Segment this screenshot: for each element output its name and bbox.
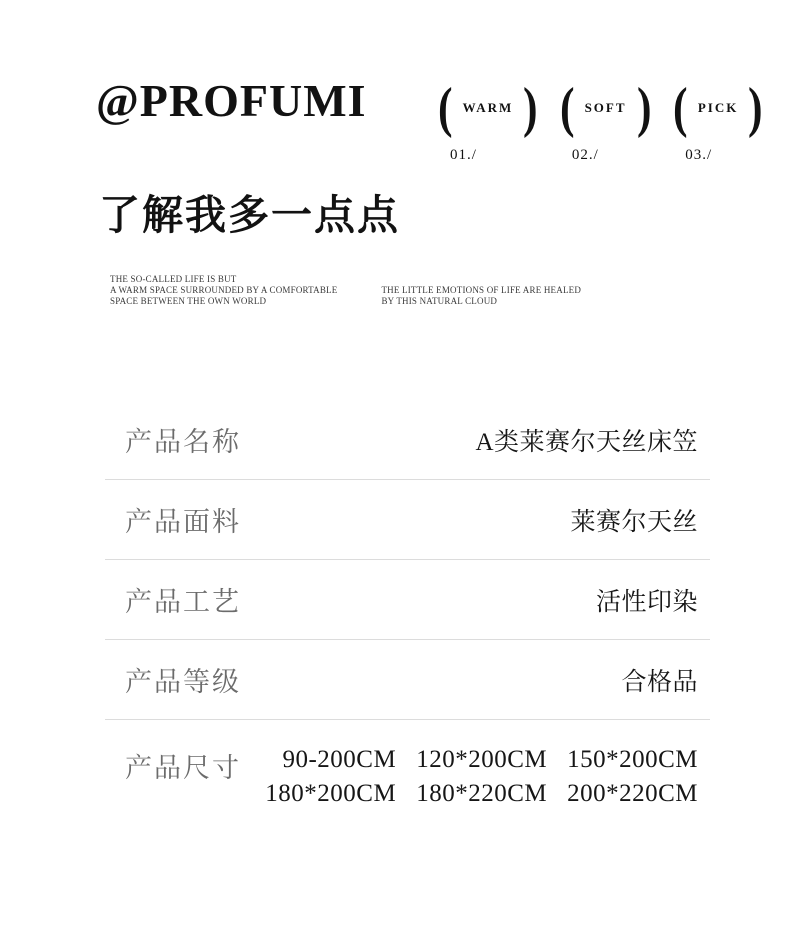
spec-value: A类莱赛尔天丝床笠 [475,428,698,456]
size-option: 90-200CM [282,746,397,773]
note-line: SPACE BETWEEN THE OWN WORLD [110,296,267,306]
page-title: 了解我多一点点 [99,192,400,238]
spec-row-craft [105,560,710,640]
note-line: THE LITTLE EMOTIONS OF LIFE ARE HEALED [381,285,582,295]
paren-close-icon: ) [748,77,763,139]
paren-open-icon: ( [559,77,575,139]
spec-label: 产品工艺 [125,587,241,617]
size-option: 120*200CM [416,746,548,773]
intro-note-left [110,274,337,307]
spec-value: 合格品 [621,668,698,696]
size-options [265,746,698,808]
spec-row-product-name [105,400,710,480]
spec-table [105,400,710,808]
paren-open-icon: ( [438,77,453,139]
brand-logo: @PROFUMI [96,75,367,126]
badge-soft [558,77,653,164]
size-option: 200*220CM [567,780,698,807]
spec-label: 产品等级 [125,667,241,697]
header-badges [436,77,765,164]
badge-warm-top [436,77,540,139]
badge-pick [671,77,765,164]
badge-word: PICK [697,100,739,115]
note-line: A WARM SPACE SURROUNDED BY A COMFORTABLE [110,285,338,295]
spec-row-size [105,720,710,808]
spec-row-fabric [105,480,710,560]
paren-close-icon: ) [523,77,538,139]
badge-number: 01./ [450,147,477,163]
paren-open-icon: ( [673,77,688,139]
spec-value: 活性印染 [595,588,698,616]
note-line: THE SO-CALLED LIFE IS BUT [110,274,237,284]
badge-number: 03./ [685,147,713,163]
spec-row-grade [105,640,710,720]
badge-word: WARM [462,100,514,115]
spec-value: 莱赛尔天丝 [570,508,698,536]
badge-warm [436,77,540,164]
badge-pick-top [671,77,765,139]
intro-notes [110,274,581,307]
spec-label: 产品面料 [125,507,241,537]
spec-label: 产品名称 [125,427,241,457]
badge-word: SOFT [584,100,627,115]
size-option: 180*220CM [416,780,548,807]
size-option: 180*200CM [265,780,397,807]
badge-soft-top [558,77,653,139]
spec-label: 产品尺寸 [125,753,241,783]
badge-number: 02./ [571,147,599,163]
size-option: 150*200CM [567,746,698,773]
note-line: BY THIS NATURAL CLOUD [381,296,498,306]
intro-note-right [381,285,581,307]
paren-close-icon: ) [636,77,652,139]
